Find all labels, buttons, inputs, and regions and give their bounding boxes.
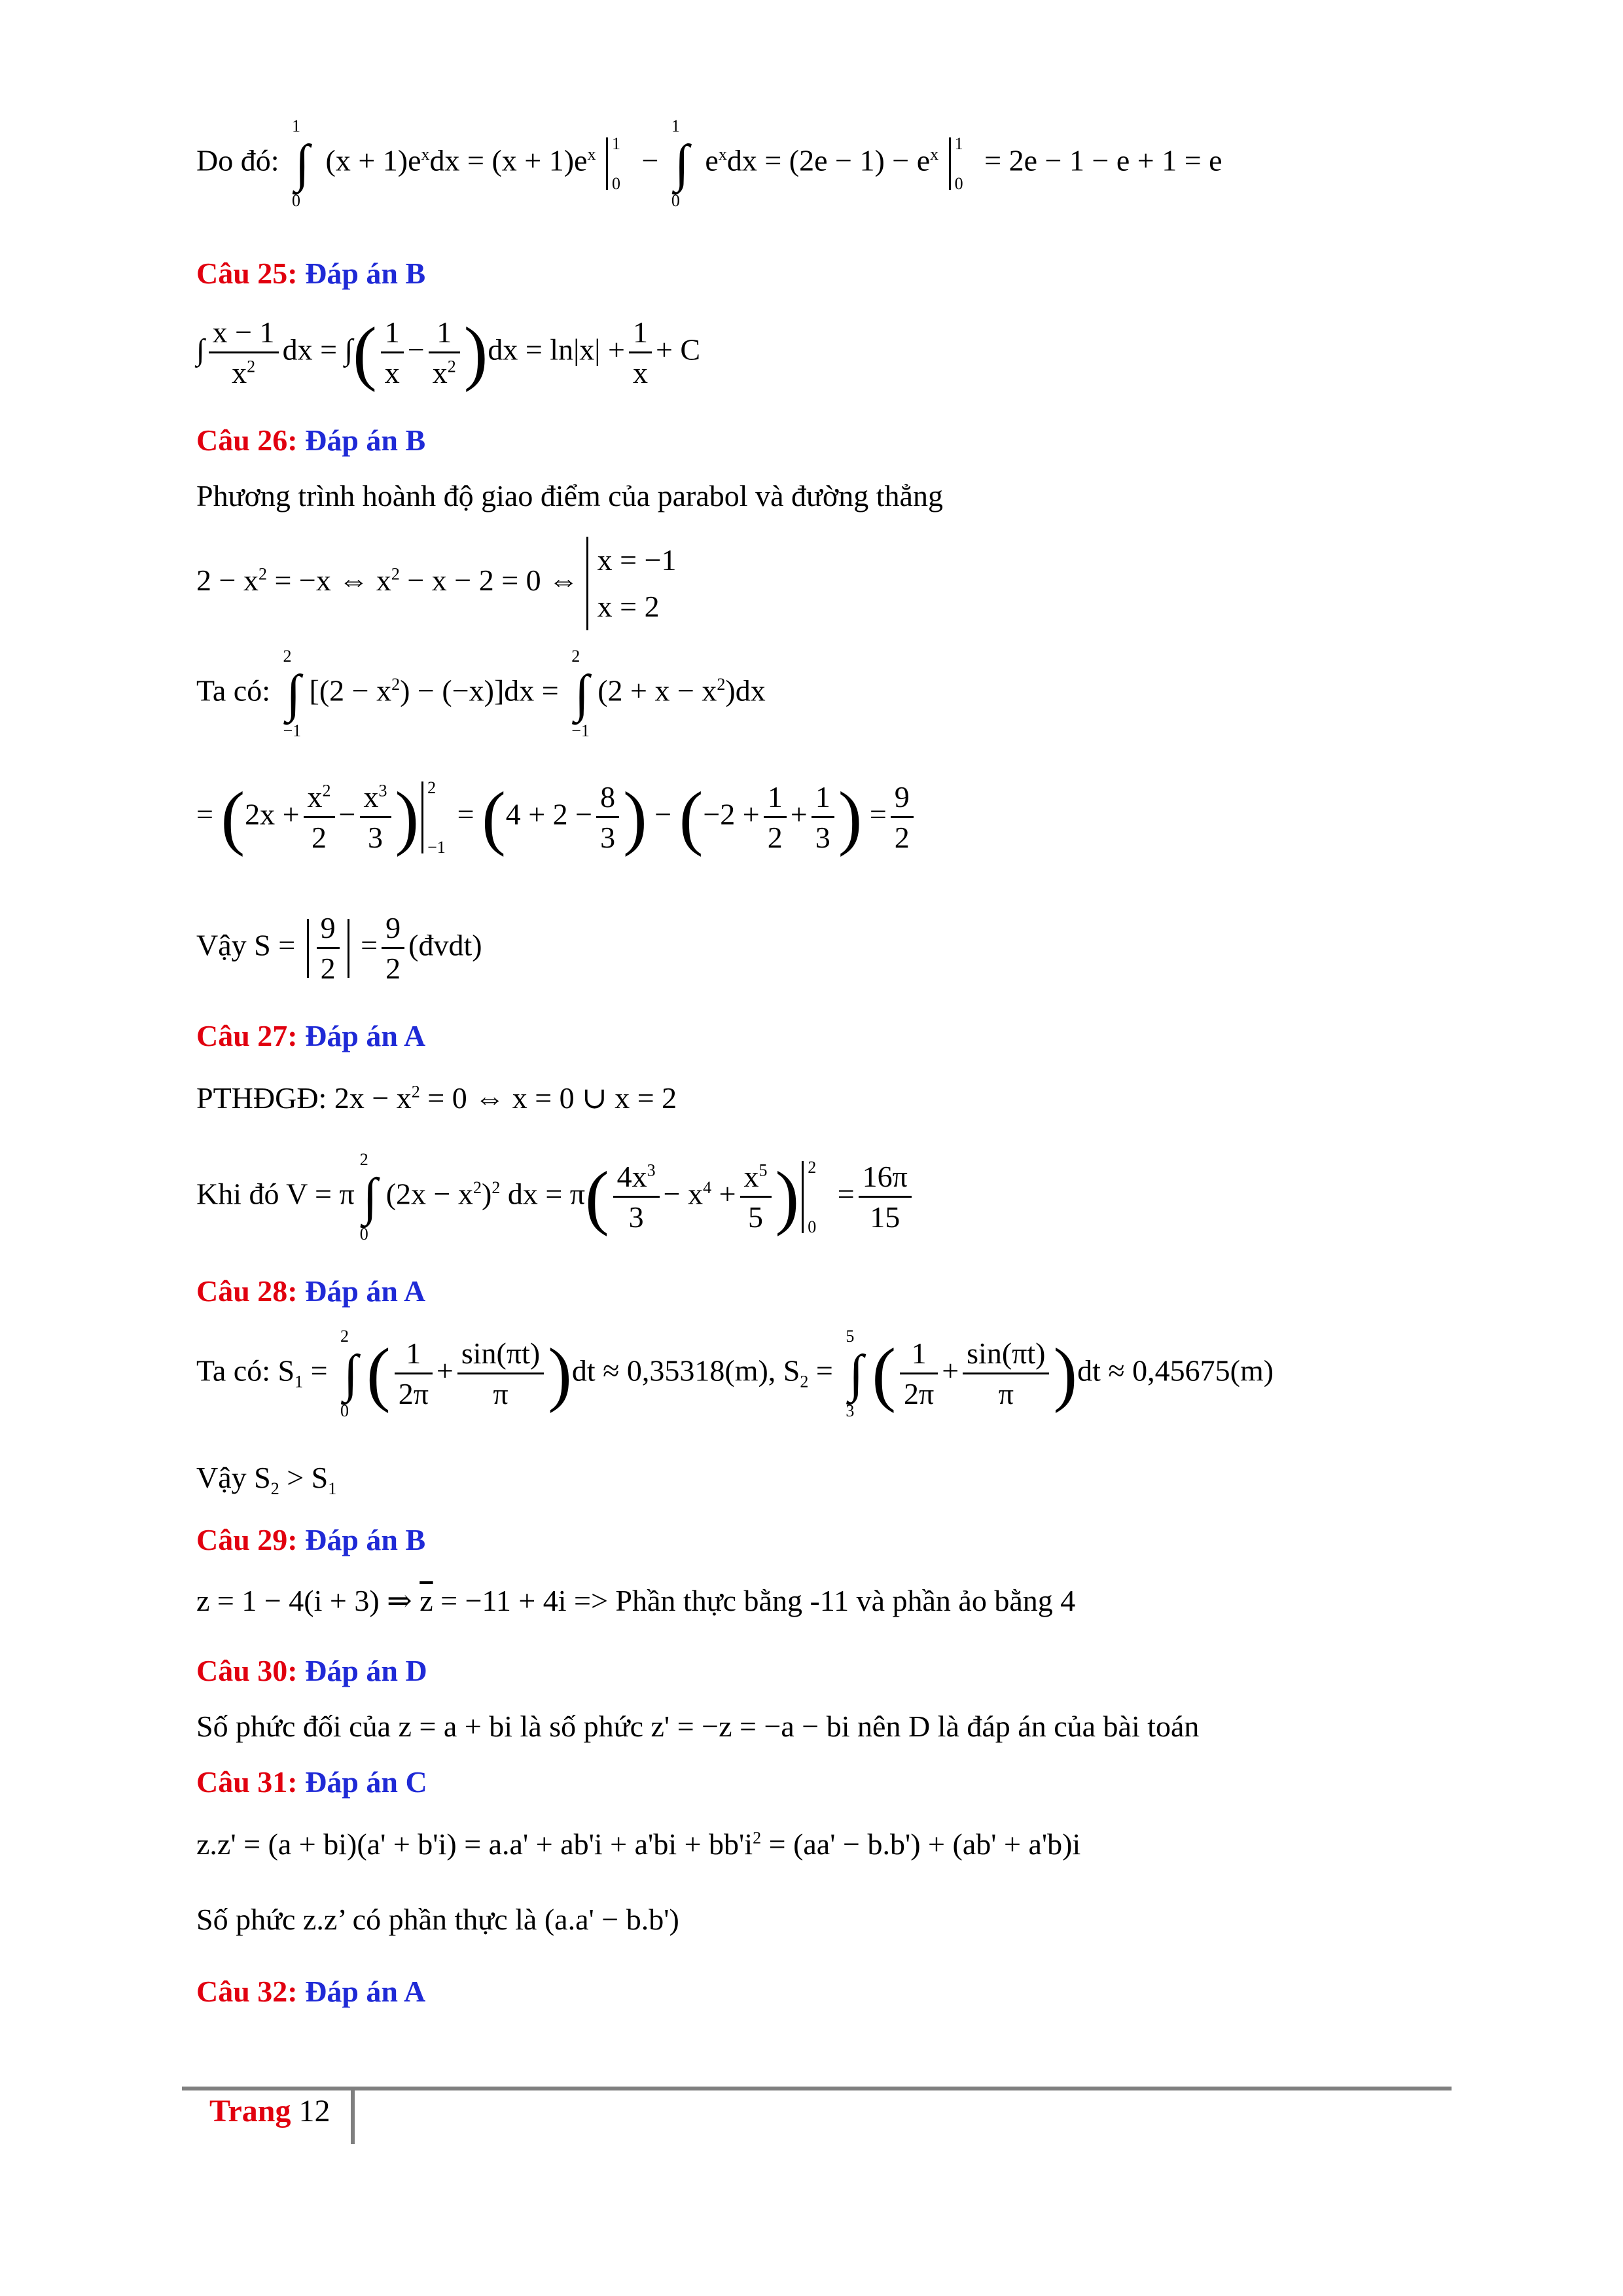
math-line: Số phức đối của z = a + bi là số phức z' = −z = −a − bi nên D là đáp án của bài toán — [196, 1710, 1200, 1743]
answer-heading: Câu 26: Đáp án B — [196, 423, 426, 457]
math-line: Do đó: ∫ 1 0 $(x + 1)e^xdx = (x + 1)e^x$ 1 0 − ∫ 1 0 $e^xdx = (2e - 1) - e^x$ 1 0 = 2e − 1 − e + 1 = e — [196, 117, 1222, 210]
math-line: Vậy S = $\frac{9}{2}$ = $\frac{9}{2}$ (đvdt) — [196, 911, 482, 986]
math-line: Vậy $S_2 > S_1$ — [196, 1461, 337, 1499]
answer-heading: Câu 25: Đáp án B — [196, 257, 426, 290]
answer-heading: Câu 28: Đáp án A — [196, 1274, 426, 1308]
page-number: Trang 12 — [209, 2094, 330, 2128]
footer-divider — [351, 2087, 355, 2144]
answer-heading: Câu 31: Đáp án C — [196, 1765, 427, 1799]
math-line: Số phức z.z’ có phần thực là (a.a' − b.b') — [196, 1903, 679, 1936]
math-line: $z.z' = (a + bi)(a' + b'i) = a.a' + ab'i + a'bi + bb'i^2 = (aa' - b.b') + (ab' + a'b)i$ — [196, 1827, 1081, 1861]
math-text: Do đó: — [196, 143, 287, 177]
math-line: $2 - x^2 = -x$ ⇔ $x^2 - x - 2 = 0$ ⇔ x = −1 x = 2 — [196, 537, 677, 630]
math-line: Ta có: $S_1$ = ∫ 2 0 ( $\frac{1}{2\pi}$ + $\frac{\sin(\pi t)}{\pi}$ )dt ≈ 0,35318(m), $S_2$ = ∫ 5 3 ( $\frac{1}{2\pi}$ + $\frac{\sin(\pi t)}{\pi}$ )dt ≈ 0,45675(m) — [196, 1326, 1274, 1420]
math-line: = (2x + $\frac{x^2}{2}$ − $\frac{x^3}{3}$ ) 2 −1 = (4 + 2 − $\frac{8}{3}$ ) − (−2 + $\frac{1}{2}$ + $\frac{1}{3}$ ) = $\frac{9}{2}$ — [196, 779, 918, 855]
answer-heading: Câu 29: Đáp án B — [196, 1523, 426, 1556]
math-text-source — [0, 0, 1, 1]
math-line: ∫ $\frac{x - 1}{x^2}$ dx = ∫( $\frac{1}{x}$ − $\frac{1}{x^2}$ )dx = ln|x| + $\frac{1}{x}$ + C — [196, 312, 701, 393]
math-line: PTHĐGĐ: $2x - x^2 = 0$ ⇔ x = 0 ∪ x = 2 — [196, 1081, 677, 1115]
text-line: Phương trình hoành độ giao điểm của parabol và đường thẳng — [196, 479, 943, 512]
answer-heading: Câu 30: Đáp án D — [196, 1654, 427, 1687]
math-line: z = 1 − 4(i + 3) ⇒ $\overline{z} = -11 + 4i$ => Phần thực bằng -11 và phần ảo bằng 4 — [196, 1584, 1076, 1617]
math-line: Khi đó V = π ∫ 2 0 $(2x - x^2)^2$ dx = π( $\frac{4x^3}{3}$ − $x^4$ + $\frac{x^5}{5}$ ) 2 0 = $\frac{16\pi}{15}$ — [196, 1158, 916, 1235]
footer-rule — [182, 2087, 1452, 2090]
answer-heading: Câu 27: Đáp án A — [196, 1019, 426, 1052]
answer-heading: Câu 32: Đáp án A — [196, 1975, 426, 2008]
math-line: Ta có: ∫ 2 −1 $[(2 - x^2) - (-x)]dx$ = ∫ 2 −1 $(2 + x - x^2)dx$ — [196, 647, 766, 740]
